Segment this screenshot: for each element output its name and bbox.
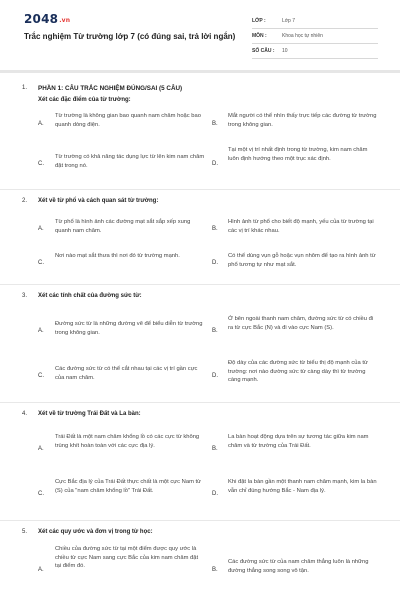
option-a[interactable]: Từ trường là không gian bao quanh nam châm hoặc bao quanh dòng điện. — [55, 113, 201, 128]
question-divider — [0, 284, 400, 285]
meta-value: 10 — [282, 48, 288, 54]
option-letter: B. — [212, 328, 218, 334]
option-a[interactable]: Chiều của đường sức từ tại một điểm được quy ước là chiều từ cực Nam sang cực Bắc của kim nam châm đặt tại điểm đó. — [55, 546, 199, 570]
option-b[interactable]: Hình ảnh từ phổ cho biết độ mạnh, yếu của từ trường tại các vị trí khác nhau. — [228, 219, 374, 234]
option-letter: D. — [212, 491, 218, 497]
meta-key: MÔN : — [252, 33, 267, 39]
option-b[interactable]: Ở bên ngoài thanh nam châm, đường sức từ có chiều đi ra từ cực Bắc (N) và đi vào cực Nam (S). — [228, 316, 374, 331]
header-divider — [0, 70, 400, 73]
option-b[interactable]: La bàn hoạt động dựa trên sự tương tác giữa kim nam châm và từ trường của Trái Đất. — [228, 434, 369, 449]
option-d[interactable]: Tại một vị trí nhất định trong từ trường, kim nam châm luôn định hướng theo một trục xác định. — [228, 147, 368, 162]
option-letter: D. — [212, 161, 218, 167]
option-letter: B. — [212, 446, 218, 452]
option-d[interactable]: Có thể dùng vụn gỗ hoặc vụn nhôm để tạo ra hình ảnh từ phổ tương tự như mạt sắt. — [228, 253, 376, 268]
question-divider — [0, 402, 400, 403]
option-a[interactable]: Từ phổ là hình ảnh các đường mạt sắt sắp xếp xung quanh nam châm. — [55, 219, 191, 234]
option-a[interactable]: Đường sức từ là những đường vẽ để biểu diễn từ trường trong không gian. — [55, 321, 203, 336]
meta-table — [252, 14, 378, 59]
option-d[interactable]: Khi đặt la bàn gần một thanh nam châm mạnh, kim la bàn vẫn chỉ đúng hướng Bắc - Nam địa lý. — [228, 479, 377, 494]
logo-main-text: 2048 — [24, 12, 59, 26]
option-c[interactable]: Các đường sức từ có thể cắt nhau tại các vị trí gần cực của nam châm. — [55, 366, 198, 381]
meta-row-subject — [252, 29, 378, 44]
option-letter: A. — [38, 121, 44, 127]
option-letter: B. — [212, 226, 218, 232]
site-logo[interactable] — [24, 12, 70, 26]
question-text: Xét các quy ước và đơn vị trong từ học: — [38, 529, 153, 535]
option-letter: C. — [38, 373, 44, 379]
logo-suffix-text: .vn — [59, 17, 71, 24]
question-text: Xét các đặc điểm của từ trường: — [38, 97, 131, 103]
document-title: Trắc nghiệm Từ trường lớp 7 (có đúng sai, trả lời ngắn) — [24, 32, 236, 41]
question-text: Xét các tính chất của đường sức từ: — [38, 293, 142, 299]
option-letter: C. — [38, 491, 44, 497]
question-number: 4. — [22, 411, 28, 417]
option-letter: A. — [38, 226, 44, 232]
option-b[interactable]: Các đường sức từ của nam châm thẳng luôn là những đường thẳng song song vô tận. — [228, 559, 369, 574]
question-number: 5. — [22, 529, 28, 535]
meta-key: LỚP : — [252, 18, 266, 24]
option-letter: D. — [212, 373, 218, 379]
question-number: 1. — [22, 85, 28, 91]
option-c[interactable]: Nơi nào mạt sắt thưa thì nơi đó từ trường mạnh. — [55, 253, 180, 259]
option-letter: A. — [38, 328, 44, 334]
option-letter: C. — [38, 161, 44, 167]
meta-value: Khoa học tự nhiên — [282, 33, 323, 39]
option-letter: B. — [212, 567, 218, 573]
option-a[interactable]: Trái Đất là một nam châm khổng lồ có các cực từ không trùng khít hoàn toàn với các cực địa lý. — [55, 434, 200, 449]
question-text: Xét về từ trường Trái Đất và La bàn: — [38, 411, 141, 417]
option-c[interactable]: Cực Bắc địa lý của Trái Đất thực chất là một cực Nam từ (S) của "nam châm khổng lồ" Trái Đất. — [55, 479, 201, 494]
part-title: PHẦN 1: CÂU TRẮC NGHIỆM ĐÚNG/SAI (5 CÂU) — [38, 85, 183, 92]
option-letter: A. — [38, 446, 44, 452]
meta-key: SỐ CÂU : — [252, 48, 275, 54]
meta-row-count — [252, 44, 378, 59]
option-letter: A. — [38, 567, 44, 573]
option-letter: C. — [38, 260, 44, 266]
question-divider — [0, 189, 400, 190]
meta-value: Lớp 7 — [282, 18, 296, 24]
option-letter: B. — [212, 121, 218, 127]
option-d[interactable]: Độ dày của các đường sức từ biểu thị độ mạnh của từ trường: nơi nào đường sức từ càng dày thì từ trường càng mạnh. — [228, 360, 368, 384]
question-number: 3. — [22, 293, 28, 299]
question-text: Xét về từ phổ và cách quan sát từ trường: — [38, 198, 159, 204]
question-divider — [0, 520, 400, 521]
meta-row-class — [252, 14, 378, 29]
option-c[interactable]: Từ trường có khả năng tác dụng lực từ lên kim nam châm đặt trong nó. — [55, 154, 205, 169]
question-number: 2. — [22, 198, 28, 204]
option-letter: D. — [212, 260, 218, 266]
page-header — [0, 0, 400, 66]
option-b[interactable]: Mắt người có thể nhìn thấy trực tiếp các đường từ trường trong không gian. — [228, 113, 377, 128]
